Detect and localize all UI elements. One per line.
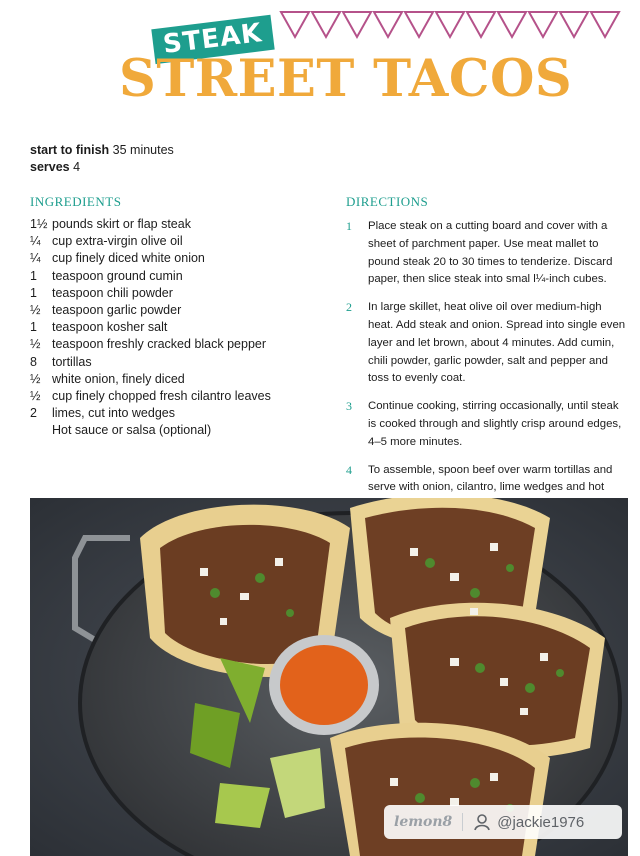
step-text: In large skillet, heat olive oil over medium-high heat. Add steak and onion. Spread into single even layer and let brown, about 4 minutes. Add cumin, chili powder, garlic powder, salt and pepper and toss to evenly coat. [368, 301, 626, 385]
ingredient-row [30, 250, 330, 267]
watermark-user[interactable] [473, 813, 584, 831]
serves-label: serves [30, 160, 70, 174]
ingredient-text: teaspoon chili powder [52, 285, 173, 300]
ingredient-text: teaspoon freshly cracked black pepper [52, 337, 267, 352]
ingredient-row [30, 405, 330, 422]
ingredient-row [30, 216, 330, 233]
ingredient-qty: 1 [30, 285, 37, 300]
ingredient-qty: 8 [30, 354, 37, 369]
step-number: 1 [346, 219, 352, 233]
direction-step [346, 218, 628, 289]
direction-step [346, 398, 628, 451]
recipe-kicker: STEAK [151, 15, 274, 64]
ingredient-row [30, 319, 330, 336]
badge-divider [462, 813, 463, 831]
ingredient-text: teaspoon garlic powder [52, 302, 182, 317]
directions-heading: DIRECTIONS [346, 194, 429, 209]
ingredient-text: teaspoon ground cumin [52, 268, 183, 283]
start-label: start to finish [30, 143, 110, 157]
ingredient-qty: 1 [30, 320, 37, 335]
ingredient-qty: ½ [30, 388, 41, 403]
user-avatar-icon [473, 813, 491, 831]
ingredient-qty: ½ [30, 371, 41, 386]
ingredient-text: Hot sauce or salsa (optional) [52, 423, 212, 438]
ingredient-row [30, 302, 330, 319]
tacos-illustration [30, 498, 628, 856]
watermark-username: @jackie1976 [497, 813, 585, 831]
ingredient-row [30, 233, 330, 250]
ingredient-qty: ¼ [30, 234, 41, 249]
step-number: 4 [346, 462, 352, 477]
ingredient-qty: 1 [30, 268, 37, 283]
step-text: To assemble, spoon beef over warm tortillas and serve with onion, cilantro, lime wedges and hot [368, 463, 613, 494]
serves [30, 159, 174, 176]
ingredient-text: cup extra-virgin olive oil [52, 234, 183, 249]
start-to-finish [30, 142, 174, 159]
ingredient-text: tortillas [52, 354, 92, 369]
recipe-title: STREET TACOS [119, 49, 573, 109]
ingredient-text: limes, cut into wedges [52, 406, 175, 421]
ingredient-row [30, 371, 330, 388]
ingredient-text: white onion, finely diced [52, 371, 185, 386]
ingredient-text: teaspoon kosher salt [52, 320, 168, 335]
ingredients-heading: INGREDIENTS [30, 194, 122, 209]
ingredient-row [30, 268, 330, 285]
ingredient-row [30, 285, 330, 302]
ingredient-row [30, 388, 330, 405]
serves-value: 4 [73, 160, 81, 174]
step-text: Continue cooking, stirring occasionally, until steak is cooked through and slightly crisp around edges, 4–5 more minutes. [368, 400, 622, 448]
ingredient-qty [30, 422, 52, 439]
step-number: 3 [346, 399, 352, 414]
ingredient-text: cup finely diced white onion [52, 251, 205, 266]
step-text: Place steak on a cutting board and cover with a sheet of parchment paper. Use meat mallet to pound steak 20 to 30 times to tenderize. Discard paper, then slice steak into smal l¼-inch cubes. [368, 220, 613, 286]
step-number: 2 [346, 300, 352, 315]
ingredient-qty: ½ [30, 337, 41, 352]
ingredient-qty: ½ [30, 302, 41, 317]
tacos-photo [30, 498, 628, 856]
ingredient-qty: ¼ [30, 251, 41, 266]
direction-step [346, 299, 628, 388]
ingredient-row [30, 422, 330, 439]
ingredient-text: cup finely chopped fresh cilantro leaves [52, 388, 271, 403]
ingredient-row [30, 354, 330, 371]
ingredient-qty: 2 [30, 406, 37, 421]
watermark-badge [384, 805, 622, 839]
start-value: 35 minutes [112, 143, 174, 157]
ingredient-qty: 1½ [30, 217, 48, 231]
triangle-pattern-decoration [279, 10, 624, 40]
ingredients-list [30, 216, 330, 439]
ingredient-text: pounds skirt or flap steak [52, 217, 191, 231]
lemon8-logo: lemon8 [394, 814, 453, 830]
recipe-meta [30, 142, 174, 176]
directions-list [346, 218, 628, 525]
ingredient-row [30, 336, 330, 353]
